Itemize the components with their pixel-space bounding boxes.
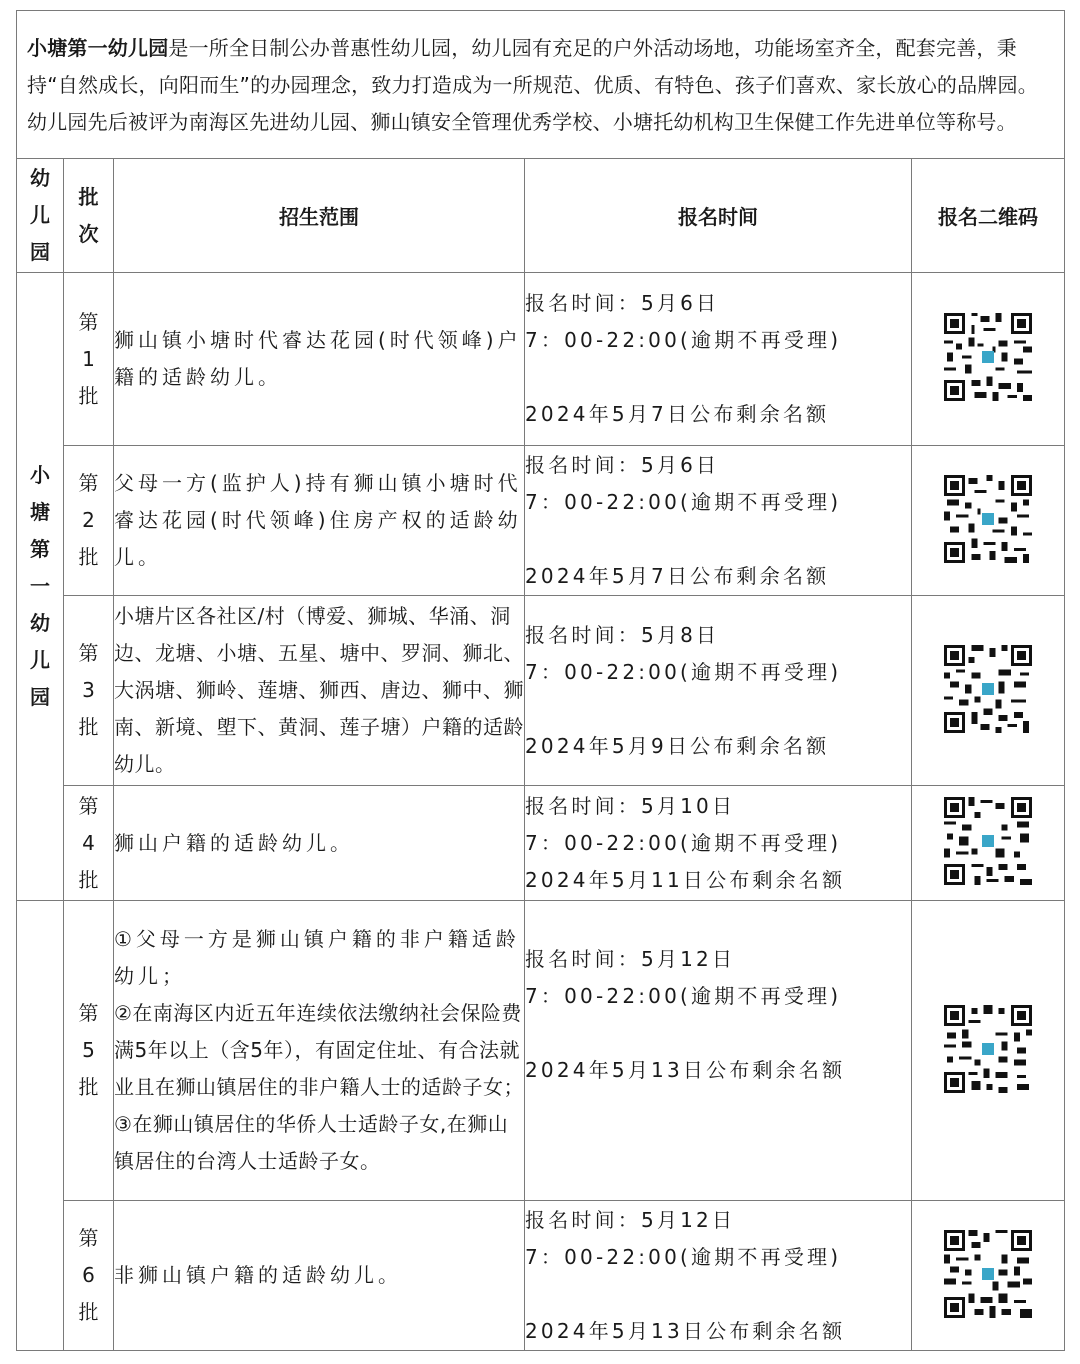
announce-date: 2024年5月13日公布剩余名额	[525, 1058, 846, 1082]
batch-char: 批	[78, 867, 99, 892]
header-char: 批	[78, 184, 99, 209]
batch-char: 批	[78, 545, 99, 569]
scope-text: 非狮山镇户籍的适龄幼儿。	[114, 1263, 402, 1287]
name-char: 一	[30, 574, 50, 598]
batch-char: 批	[78, 383, 99, 408]
table-row	[17, 901, 1065, 1201]
signup-hours: 7：00-22:00(逾期不再受理)	[525, 328, 842, 352]
scope-cell	[114, 786, 525, 901]
batch-char: 批	[78, 1300, 99, 1324]
time-cell	[525, 786, 912, 901]
scope-cell	[114, 901, 525, 1201]
qr-cell	[912, 1201, 1065, 1351]
header-char: 次	[78, 221, 99, 246]
qr-code-icon[interactable]	[944, 645, 1032, 733]
table-row	[17, 446, 1065, 596]
qr-cell	[912, 273, 1065, 446]
batch-number: 4	[82, 830, 95, 855]
qr-code-icon[interactable]	[944, 475, 1032, 563]
batch-cell	[64, 1201, 114, 1351]
batch-char: 第	[78, 1001, 99, 1025]
announce-date: 2024年5月9日公布剩余名额	[525, 733, 830, 758]
batch-number: 1	[82, 346, 95, 371]
header-char: 儿	[30, 203, 50, 227]
batch-cell	[64, 596, 114, 786]
batch-number: 2	[82, 508, 95, 532]
signup-hours: 7：00-22:00(逾期不再受理)	[525, 659, 842, 684]
batch-char: 第	[78, 641, 99, 665]
signup-date: 报名时间：5月12日	[525, 947, 736, 971]
batch-cell	[64, 786, 114, 901]
qr-cell	[912, 446, 1065, 596]
name-char: 幼	[30, 611, 50, 635]
table-row	[17, 786, 1065, 901]
batch-char: 第	[78, 793, 99, 818]
announce-date: 2024年5月11日公布剩余名额	[525, 867, 846, 892]
time-cell	[525, 273, 912, 446]
table-row	[17, 596, 1065, 786]
signup-hours: 7：00-22:00(逾期不再受理)	[525, 1244, 842, 1269]
intro-text: 是一所全日制公办普惠性幼儿园，幼儿园有充足的户外活动场地，功能场室齐全，配套完善，秉持“自然成长，向阳而生”的办园理念，致力打造成为一所规范、优质、有特色、孩子们喜欢、家长放心的品牌园。幼儿园先后被评为南海区先进幼儿园、狮山镇安全管理优秀学校、小塘托幼机构卫生保健工作先进单位等称号。	[27, 36, 1038, 134]
scope-text: 小塘片区各社区/村（博爱、狮城、华涌、洞边、龙塘、小塘、五星、塘中、罗洞、狮北、大涡塘、狮岭、莲塘、狮西、唐边、狮中、狮南、新境、塱下、黄洞、莲子塘）户籍的适龄幼儿。	[114, 604, 524, 776]
table-row	[17, 273, 1065, 446]
table-row	[17, 1201, 1065, 1351]
signup-date: 报名时间：5月12日	[525, 1207, 736, 1232]
header-qr: 报名二维码	[912, 159, 1065, 273]
intro-paragraph	[17, 11, 1065, 159]
scope-text: 父母一方(监护人)持有狮山镇小塘时代睿达花园(时代领峰)住房产权的适龄幼儿。	[114, 471, 522, 569]
scope-text: 狮山户籍的适龄幼儿。	[114, 830, 354, 855]
header-scope: 招生范围	[114, 159, 525, 273]
intro-row	[17, 11, 1065, 159]
batch-cell	[64, 273, 114, 446]
signup-date: 报名时间：5月6日	[525, 452, 720, 477]
signup-date: 报名时间：5月6日	[525, 291, 720, 315]
qr-cell	[912, 786, 1065, 901]
signup-date: 报名时间：5月10日	[525, 793, 736, 818]
enrollment-table	[16, 10, 1065, 1351]
batch-number: 3	[82, 678, 95, 702]
enrollment-document	[16, 10, 1064, 1351]
header-row	[17, 159, 1065, 273]
announce-date: 2024年5月7日公布剩余名额	[525, 402, 830, 426]
header-char: 幼	[30, 166, 50, 190]
time-cell	[525, 446, 912, 596]
qr-code-icon[interactable]	[944, 313, 1032, 401]
school-name-bold: 小塘第一幼儿园	[27, 36, 169, 60]
qr-code-icon[interactable]	[944, 1005, 1032, 1093]
name-char: 塘	[30, 500, 50, 524]
scope-cell	[114, 446, 525, 596]
kindergarten-name-cell	[17, 273, 64, 901]
scope-cell	[114, 1201, 525, 1351]
scope-cell	[114, 273, 525, 446]
name-char: 儿	[30, 648, 50, 672]
batch-char: 批	[78, 715, 99, 739]
batch-char: 第	[78, 1226, 99, 1250]
qr-code-icon[interactable]	[944, 797, 1032, 885]
batch-char: 批	[78, 1075, 99, 1099]
scope-item-3: ③在狮山镇居住的华侨人士适龄子女,在狮山镇居住的台湾人士适龄子女。	[114, 1112, 509, 1173]
scope-cell	[114, 596, 525, 786]
signup-hours: 7：00-22:00(逾期不再受理)	[525, 830, 842, 855]
batch-char: 第	[78, 471, 99, 495]
time-cell	[525, 596, 912, 786]
qr-cell	[912, 596, 1065, 786]
scope-item-2: ②在南海区内近五年连续依法缴纳社会保险费满5年以上（含5年），有固定住址、有合法就业且在狮山镇居住的非户籍人士的适龄子女；	[114, 1001, 524, 1099]
time-cell	[525, 901, 912, 1201]
batch-number: 6	[82, 1263, 95, 1287]
batch-cell	[64, 446, 114, 596]
scope-text: 狮山镇小塘时代睿达花园(时代领峰)户籍的适龄幼儿。	[114, 328, 522, 389]
signup-date: 报名时间：5月8日	[525, 622, 720, 647]
kindergarten-empty-cell	[17, 901, 64, 1351]
announce-date: 2024年5月7日公布剩余名额	[525, 563, 830, 588]
announce-date: 2024年5月13日公布剩余名额	[525, 1318, 846, 1343]
scope-item-1: ①父母一方是狮山镇户籍的非户籍适龄幼儿；	[114, 927, 520, 988]
name-char: 小	[30, 463, 50, 487]
name-char: 园	[30, 685, 50, 709]
batch-number: 5	[82, 1038, 95, 1062]
header-char: 园	[30, 240, 50, 264]
header-batch	[64, 159, 114, 273]
batch-cell	[64, 901, 114, 1201]
time-cell	[525, 1201, 912, 1351]
header-time: 报名时间	[525, 159, 912, 273]
batch-char: 第	[78, 309, 99, 334]
kindergarten-name-vertical	[17, 457, 63, 716]
qr-cell	[912, 901, 1065, 1201]
signup-hours: 7：00-22:00(逾期不再受理)	[525, 489, 842, 514]
signup-hours: 7：00-22:00(逾期不再受理)	[525, 984, 842, 1008]
header-kindergarten	[17, 159, 64, 273]
qr-code-icon[interactable]	[944, 1230, 1032, 1318]
name-char: 第	[30, 537, 50, 561]
